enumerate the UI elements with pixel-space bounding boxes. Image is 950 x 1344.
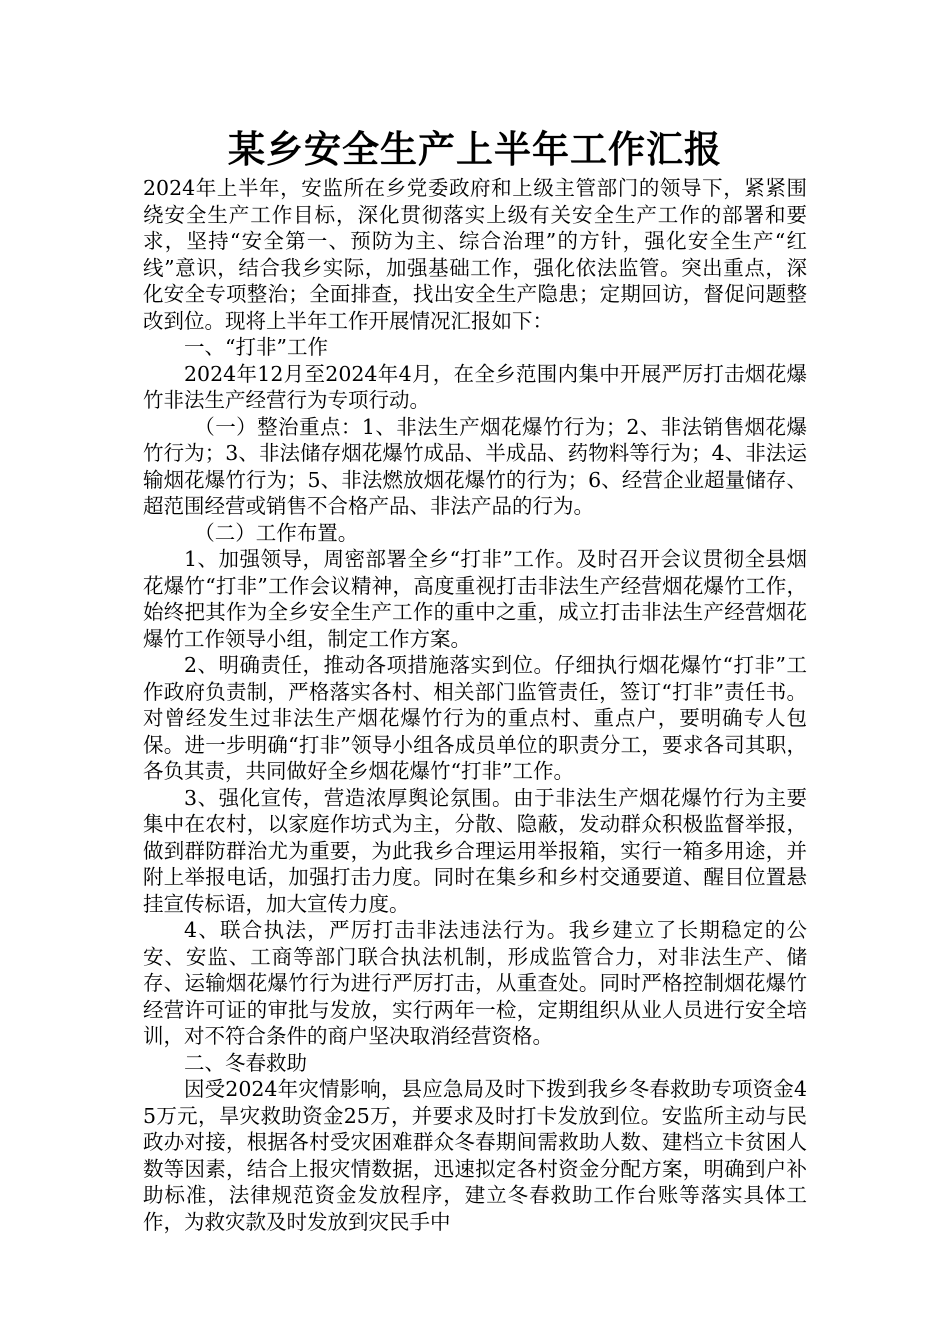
body-paragraph: 2、明确责任，推动各项措施落实到位。仔细执行烟花爆竹“打非”工作政府负责制，严格落实各村、相关部门监管责任，签订“打非”责任书。对曾经发生过非法生产烟花爆竹行为的重点村、重点户，要明确专人包保。进一步明确“打非”领导小组各成员单位的职责分工，要求各司其职，各负其责，共同做好全乡烟花爆竹“打非”工作。 (143, 653, 807, 783)
body-paragraph: 4、联合执法，严厉打击非法违法行为。我乡建立了长期稳定的公安、安监、工商等部门联合执法机制，形成监管合力，对非法生产、储存、运输烟花爆竹行为进行严厉打击，从重查处。同时严格控制烟花爆竹经营许可证的审批与发放，实行两年一检，定期组织从业人员进行安全培训，对不符合条件的商户坚决取消经营资格。 (143, 918, 807, 1048)
subsection-heading: （二）工作布置。 (194, 520, 359, 545)
section-heading-winter-relief: 二、冬春救助 (184, 1050, 307, 1075)
subsection-paragraph: （一）整治重点：1、非法生产烟花爆竹行为；2、非法销售烟花爆竹行为；3、非法储存烟花爆竹成品、半成品、药物料等行为；4、非法运输烟花爆竹行为；5、非法燃放烟花爆竹的行为；6、经营企业超量储存、超范围经营或销售不合格产品、非法产品的行为。 (143, 414, 807, 518)
body-paragraph: 3、强化宣传，营造浓厚舆论氛围。由于非法生产烟花爆竹行为主要集中在农村，以家庭作坊式为主，分散、隐蔽，发动群众积极监督举报，做到群防群治尤为重要，为此我乡合理运用举报箱，实行一箱多用途，并附上举报电话，加强打击力度。同时在集乡和乡村交通要道、醒目位置悬挂宣传标语，加大宣传力度。 (143, 785, 807, 916)
section-heading-dafei: 一、“打非”工作 (184, 335, 328, 359)
body-paragraph: 2024年12月至2024年4月，在全乡范围内集中开展严厉打击烟花爆竹非法生产经营行为专项行动。 (143, 361, 807, 412)
document-title: 某乡安全生产上半年工作汇报 (228, 128, 722, 171)
intro-paragraph: 2024年上半年，安监所在乡党委政府和上级主管部门的领导下，紧紧围绕安全生产工作目标，深化贯彻落实上级有关安全生产工作的部署和要求，坚持“安全第一、预防为主、综合治理”的方针，强化安全生产“红线”意识，结合我乡实际，加强基础工作，强化依法监管。突出重点，深化安全专项整治；全面排查，找出安全生产隐患；定期回访，督促问题整改到位。现将上半年工作开展情况汇报如下： (143, 176, 807, 333)
document-page (143, 125, 807, 1235)
body-paragraph: 1、加强领导，周密部署全乡“打非”工作。及时召开会议贯彻全县烟花爆竹“打非”工作会议精神，高度重视打击非法生产经营烟花爆竹工作，始终把其作为全乡安全生产工作的重中之重，成立打击非法生产经营烟花爆竹工作领导小组，制定工作方案。 (143, 547, 807, 651)
body-paragraph: 因受2024年灾情影响，县应急局及时下拨到我乡冬春救助专项资金45万元，旱灾救助资金25万，并要求及时打卡发放到位。安监所主动与民政办对接，根据各村受灾困难群众冬春期间需救助人数、建档立卡贫困人数等因素，结合上报灾情数据，迅速拟定各村资金分配方案，明确到户补助标准，法律规范资金发放程序，建立冬春救助工作台账等落实具体工作，为救灾款及时发放到灾民手中 (143, 1077, 807, 1234)
